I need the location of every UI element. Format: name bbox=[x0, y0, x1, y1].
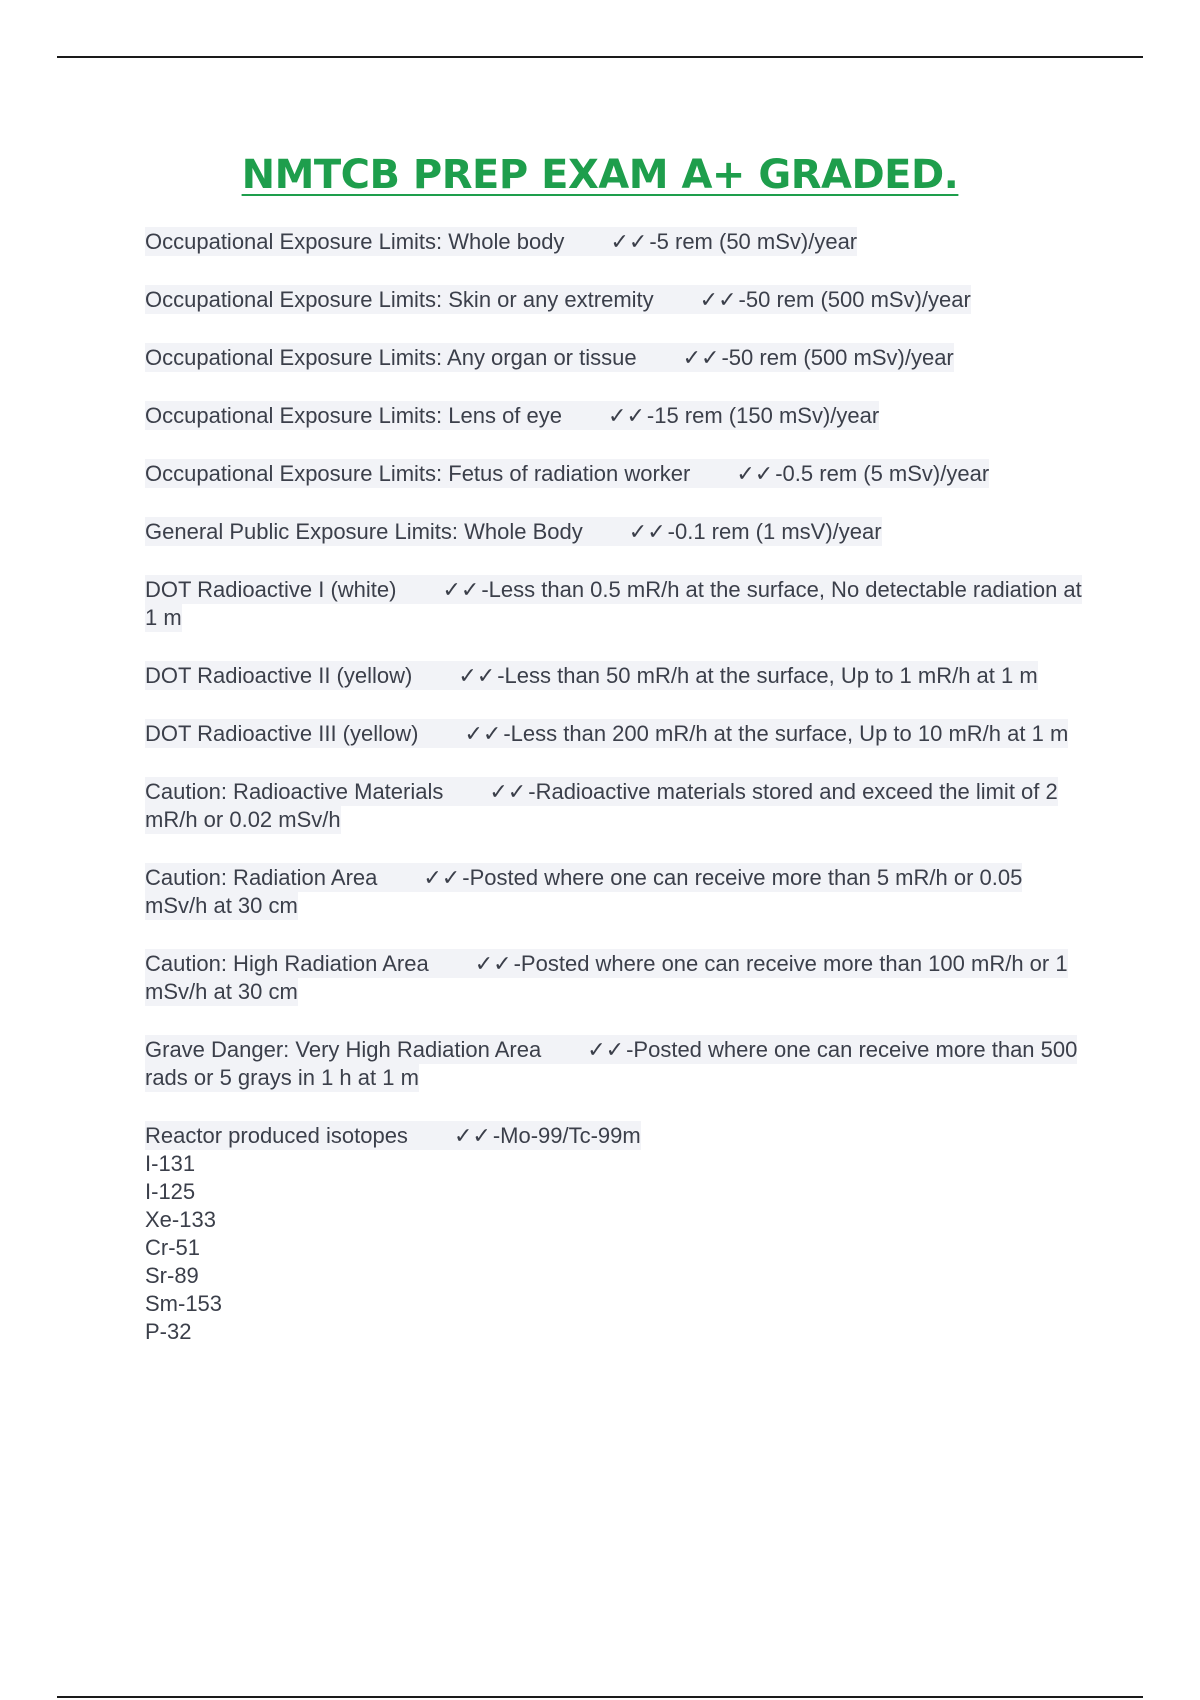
isotope-item: P-32 bbox=[145, 1319, 192, 1344]
entry-definition: -15 rem (150 mSv)/year bbox=[646, 403, 880, 428]
isotope-item: I-125 bbox=[145, 1179, 196, 1204]
isotope-item: Xe-133 bbox=[145, 1207, 216, 1232]
entry-term: Grave Danger: Very High Radiation Area bbox=[145, 1037, 542, 1062]
entry-term: Reactor produced isotopes bbox=[145, 1123, 408, 1148]
check-mark-icon: ✓✓ bbox=[489, 779, 527, 804]
entry-definition: -5 rem (50 mSv)/year bbox=[649, 229, 858, 254]
entry-term: Caution: Radiation Area bbox=[145, 865, 378, 890]
entry-definition: -Posted where one can receive more than 500 rads or 5 grays in 1 h at 1 m bbox=[145, 1037, 1078, 1090]
flashcard-entry bbox=[145, 950, 1085, 1006]
flashcard-entry bbox=[145, 576, 1085, 632]
flashcard-entry bbox=[145, 1036, 1085, 1092]
entry-definition: -Less than 50 mR/h at the surface, Up to 1 mR/h at 1 m bbox=[497, 663, 1038, 688]
entry-definition: -Radioactive materials stored and exceed the limit of 2 mR/h or 0.02 mSv/h bbox=[145, 779, 1058, 832]
entry-term: General Public Exposure Limits: Whole Body bbox=[145, 519, 583, 544]
top-divider bbox=[57, 56, 1143, 58]
entry-definition: -50 rem (500 mSv)/year bbox=[738, 287, 971, 312]
check-mark-icon: ✓✓ bbox=[423, 865, 461, 890]
check-mark-icon: ✓✓ bbox=[699, 287, 737, 312]
entry-term: Caution: Radioactive Materials bbox=[145, 779, 444, 804]
entry-definition: -Less than 200 mR/h at the surface, Up to 10 mR/h at 1 m bbox=[503, 721, 1069, 746]
entry-term: DOT Radioactive II (yellow) bbox=[145, 663, 413, 688]
entry-definition: -50 rem (500 mSv)/year bbox=[721, 345, 954, 370]
entry-definition: -Less than 0.5 mR/h at the surface, No detectable radiation at 1 m bbox=[145, 577, 1082, 630]
entry-term: Occupational Exposure Limits: Whole body bbox=[145, 229, 565, 254]
check-mark-icon: ✓✓ bbox=[442, 577, 480, 602]
entry-definition: -0.5 rem (5 mSv)/year bbox=[775, 461, 990, 486]
isotope-item: Sm-153 bbox=[145, 1291, 223, 1316]
entry-term: DOT Radioactive I (white) bbox=[145, 577, 397, 602]
flashcard-entry bbox=[145, 864, 1085, 920]
flashcard-entry bbox=[145, 402, 1085, 430]
flashcard-entry bbox=[145, 228, 1085, 256]
entry-definition: -Mo-99/Tc-99m bbox=[492, 1123, 641, 1148]
bottom-divider bbox=[57, 1696, 1143, 1698]
entry-term: Occupational Exposure Limits: Fetus of radiation worker bbox=[145, 461, 691, 486]
flashcard-entry bbox=[145, 778, 1085, 834]
check-mark-icon: ✓✓ bbox=[474, 951, 512, 976]
check-mark-icon: ✓✓ bbox=[464, 721, 502, 746]
flashcard-entry bbox=[145, 344, 1085, 372]
flashcard-entry bbox=[145, 662, 1085, 690]
isotope-item: Sr-89 bbox=[145, 1263, 199, 1288]
entry-term: Occupational Exposure Limits: Any organ or tissue bbox=[145, 345, 637, 370]
isotope-item: I-131 bbox=[145, 1151, 196, 1176]
entry-definition: -0.1 rem (1 msV)/year bbox=[667, 519, 882, 544]
page-title-text: NMTCB PREP EXAM A+ GRADED. bbox=[241, 152, 959, 198]
entry-term: Caution: High Radiation Area bbox=[145, 951, 429, 976]
check-mark-icon: ✓✓ bbox=[736, 461, 774, 486]
flashcard-entry bbox=[145, 286, 1085, 314]
flashcard-entry bbox=[145, 460, 1085, 488]
check-mark-icon: ✓✓ bbox=[458, 663, 496, 688]
check-mark-icon: ✓✓ bbox=[610, 229, 648, 254]
flashcard-entry bbox=[145, 518, 1085, 546]
entry-definition: -Posted where one can receive more than 5 mR/h or 0.05 mSv/h at 30 cm bbox=[145, 865, 1023, 918]
page-title bbox=[0, 150, 1200, 200]
flashcard-entry bbox=[145, 720, 1085, 748]
entry-definition: -Posted where one can receive more than 100 mR/h or 1 mSv/h at 30 cm bbox=[145, 951, 1068, 1004]
flashcard-entry-isotopes bbox=[145, 1122, 1085, 1346]
isotope-list bbox=[145, 1150, 1085, 1346]
check-mark-icon: ✓✓ bbox=[608, 403, 645, 428]
entry-term: DOT Radioactive III (yellow) bbox=[145, 721, 419, 746]
check-mark-icon: ✓✓ bbox=[628, 519, 666, 544]
isotope-item: Cr-51 bbox=[145, 1235, 201, 1260]
entry-term: Occupational Exposure Limits: Skin or any extremity bbox=[145, 287, 654, 312]
entry-term: Occupational Exposure Limits: Lens of eye bbox=[145, 403, 563, 428]
check-mark-icon: ✓✓ bbox=[682, 345, 720, 370]
check-mark-icon: ✓✓ bbox=[587, 1037, 625, 1062]
check-mark-icon: ✓✓ bbox=[453, 1123, 491, 1148]
flashcard-list bbox=[145, 228, 1085, 1376]
